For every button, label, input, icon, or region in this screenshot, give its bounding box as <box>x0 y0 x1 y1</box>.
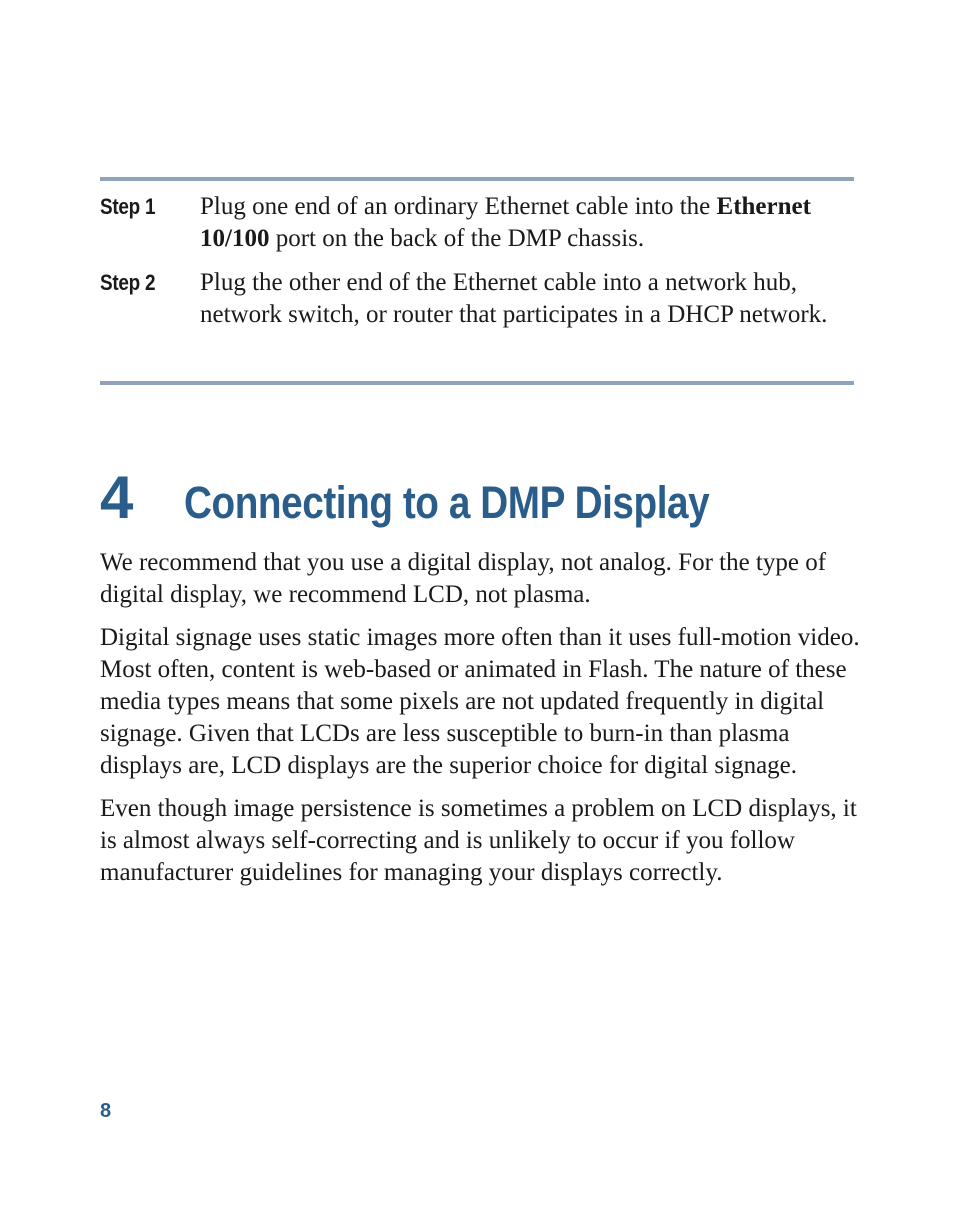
step-1-text-bold: Ethernet 10/100 <box>200 193 811 252</box>
step-1-text-before: Plug one end of an ordinary Ethernet cable into the <box>200 193 717 220</box>
section-number: 4 <box>100 464 134 531</box>
step-2-label: Step 2 <box>100 270 156 295</box>
section-title: Connecting to a DMP Display <box>184 477 710 528</box>
paragraph-2: Digital signage uses static images more often than it uses full-motion video. Most often, content is web-based or animated in Flash. The nature of these media types means that some pixels are not updated frequently in digital signage. Given that LCDs are less susceptible to burn-in than plasma displays are, LCD displays are the superior choice for digital signage. <box>100 624 860 779</box>
step-2-text: Plug the other end of the Ethernet cable into a network hub, network switch, or router that participates in a DHCP network. <box>200 269 828 328</box>
step-1-text-after: port on the back of the DMP chassis. <box>269 225 645 252</box>
top-divider <box>100 177 854 181</box>
paragraph-1: We recommend that you use a digital display, not analog. For the type of digital display, we recommend LCD, not plasma. <box>100 549 827 608</box>
step-1-text <box>200 191 860 255</box>
section-heading <box>100 466 795 530</box>
paragraph-3: Even though image persistence is sometimes a problem on LCD displays, it is almost always self-correcting and is unlikely to occur if you follow manufacturer guidelines for managing your displays correctly. <box>100 795 857 886</box>
step-1-label: Step 1 <box>100 194 156 219</box>
section-body <box>100 547 860 900</box>
bottom-divider <box>100 381 854 385</box>
page-number: 8 <box>100 1100 112 1122</box>
